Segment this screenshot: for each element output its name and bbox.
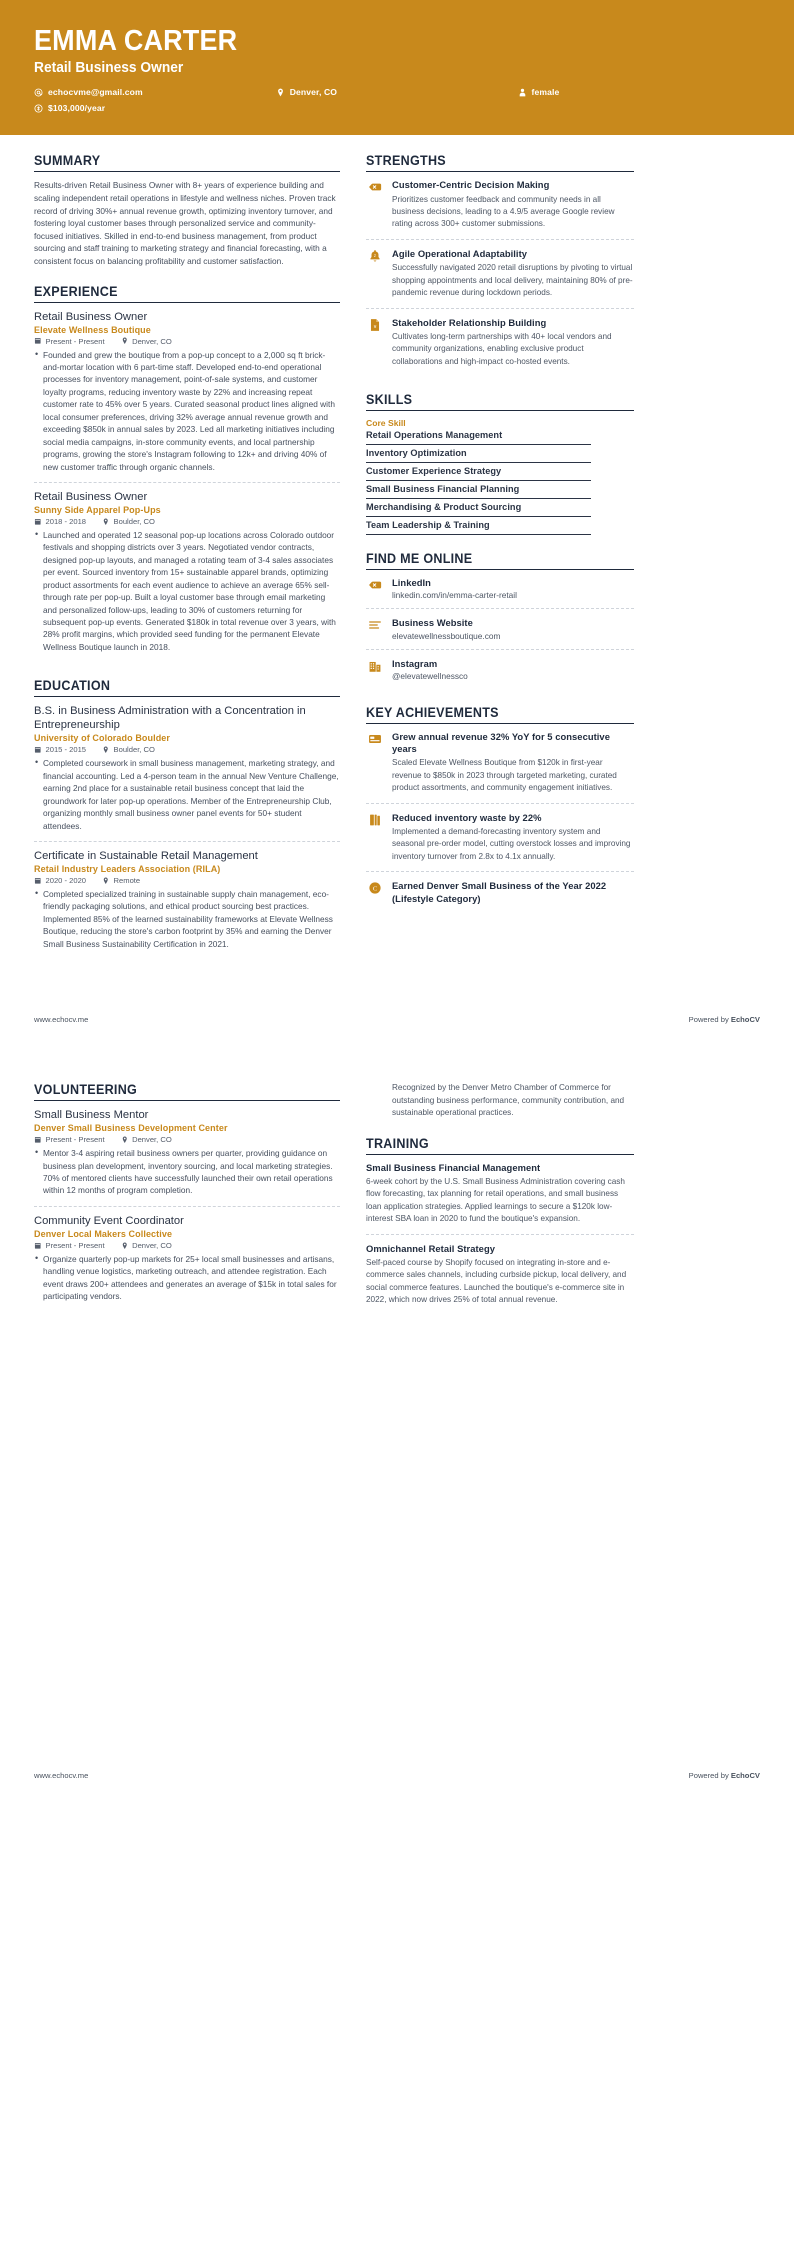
location-pin-icon	[121, 1136, 129, 1144]
online-body	[392, 617, 634, 640]
volunteering-section	[34, 1082, 340, 1312]
skill-item: Inventory Optimization	[366, 445, 591, 463]
education-entry	[34, 704, 340, 841]
header-role: Retail Business Owner	[34, 60, 184, 77]
divider	[366, 569, 634, 570]
summary-heading: SUMMARY	[34, 153, 101, 169]
entry-organization: Denver Local Makers Collective	[34, 1228, 173, 1239]
online-body	[392, 658, 634, 681]
entry-dates	[34, 745, 86, 754]
contact-salary	[34, 103, 276, 113]
entry-dates	[34, 337, 105, 346]
contact-location-text: Denver, CO	[289, 87, 338, 98]
summary-text: Results-driven Retail Business Owner with 8+ years of experience building and scaling independent retail operations in lifestyle and wellness niches. Proven track record of driving 30%+ annual revenue growth, optimizing inventory turnover, and fostering loyal customer bases through personalized service and community-focused initiatives. Skilled in end-to-end business management, from product sourcing and staff training to marketing strategy and financial forecasting, with a consistent focus on balancing profitability and customer satisfaction.	[34, 180, 336, 266]
entry-location	[102, 517, 155, 526]
contact-email	[34, 87, 276, 97]
skill-item: Team Leadership & Training	[366, 517, 591, 535]
footer-brand	[689, 1015, 760, 1024]
calendar-icon	[34, 518, 42, 526]
document-icon	[366, 317, 384, 335]
strengths-heading: STRENGTHS	[366, 153, 446, 169]
list-item: • Mentor 3-4 aspiring retail business owners per quarter, providing guidance on business plan development, inventory sourcing, and local marketing strategies. 70% of mentored clients have successfully launched their own retail operations within 12 months of program completion.	[34, 1147, 340, 1197]
calendar-icon	[34, 746, 42, 754]
entry-school: Retail Industry Leaders Association (RILA)	[34, 863, 221, 874]
training-item	[366, 1162, 634, 1234]
contact-gender-text: female	[531, 87, 560, 98]
entry-school: University of Colorado Boulder	[34, 733, 171, 744]
resume-page-2	[0, 1024, 794, 1804]
location-pin-icon	[102, 746, 110, 754]
achievement-body	[392, 812, 634, 864]
skill-item: Merchandising & Product Sourcing	[366, 499, 591, 517]
achievement-desc: Implemented a demand-forecasting inventory system and seasonal pre-order model, cutting overstock losses and improving inventory turnover from 2.8x to 4.1x annually.	[392, 826, 631, 861]
page2-tail-spacer	[0, 1780, 794, 1804]
svg-text:C: C	[372, 885, 378, 893]
entry-dates-text: 2015 - 2015	[45, 745, 87, 755]
entry-dates	[34, 1135, 105, 1144]
entry-dates	[34, 1241, 105, 1250]
strengths-section	[366, 153, 634, 376]
experience-heading: EXPERIENCE	[34, 283, 118, 299]
entry-meta	[34, 745, 340, 754]
training-item	[366, 1234, 634, 1315]
entry-degree: Certificate in Sustainable Retail Management	[34, 849, 258, 862]
entry-dates-text: Present - Present	[45, 1135, 105, 1145]
entry-bullets	[34, 757, 340, 832]
location-pin-icon	[121, 337, 129, 345]
online-label: LinkedIn	[392, 577, 431, 589]
svg-text:¥: ¥	[373, 324, 377, 330]
entry-degree: B.S. in Business Administration with a Concentration in Entrepreneurship	[34, 705, 306, 732]
entry-role: Retail Business Owner	[34, 310, 148, 323]
calendar-icon	[34, 1136, 42, 1144]
email-icon	[34, 88, 43, 97]
strength-body	[392, 179, 634, 231]
skills-heading: SKILLS	[366, 392, 413, 408]
volunteering-heading: VOLUNTEERING	[34, 1082, 138, 1098]
entry-meta	[34, 1135, 340, 1144]
find-me-online-section	[366, 551, 634, 689]
entry-dates	[34, 876, 86, 885]
contact-gender	[518, 87, 760, 97]
online-label: Instagram	[392, 657, 438, 669]
entry-bullets	[34, 529, 340, 653]
volunteering-entry	[34, 1206, 340, 1312]
footer-powered-prefix: Powered by	[688, 1015, 731, 1025]
entry-location-text: Boulder, CO	[113, 745, 155, 755]
online-item-website[interactable]	[366, 608, 634, 648]
contact-email-text: echocvme@gmail.com	[48, 87, 143, 98]
entry-role: Community Event Coordinator	[34, 1214, 184, 1227]
entry-meta	[34, 517, 340, 526]
achievement-continuation	[366, 1082, 634, 1119]
entry-location-text: Denver, CO	[132, 1240, 172, 1250]
training-title: Omnichannel Retail Strategy	[366, 1242, 495, 1254]
card-icon	[366, 731, 384, 749]
summary-section	[34, 153, 340, 267]
entry-location-text: Remote	[113, 875, 141, 885]
footer-powered-prefix: Powered by	[688, 1770, 731, 1780]
entry-dates-text: Present - Present	[45, 1240, 105, 1250]
right-column	[366, 153, 634, 928]
location-pin-icon	[102, 518, 110, 526]
strength-desc: Prioritizes customer feedback and community needs in all business decisions, leading to a 4.9/5 average Google review rating across 300+ customer submissions.	[392, 194, 615, 229]
book-icon	[366, 812, 384, 830]
entry-meta	[34, 337, 340, 346]
skills-group-label: Core Skill	[366, 418, 406, 429]
resume-page-1	[0, 0, 794, 1024]
page2-top-spacer	[0, 1024, 794, 1064]
person-icon	[518, 88, 527, 97]
achievement-body	[392, 880, 634, 904]
svg-text:z: z	[373, 252, 377, 258]
divider	[366, 410, 634, 411]
header-banner	[0, 0, 794, 135]
salary-icon	[34, 104, 43, 113]
achievement-item	[366, 731, 634, 803]
location-pin-icon	[276, 88, 285, 97]
list-item: • Founded and grew the boutique from a pop-up concept to a 2,000 sq ft brick-and-mortar location with 6 part-time staff. Developed end-to-end operational processes for inventory management, point-of-sale systems, and customer loyalty programs, reducing inventory waste by 22% and increasing repeat customer rate to 45% over 5 years. Curated seasonal product lines aligned with local consumer preferences, driving 32% average annual revenue growth and exceeding $850k in annual sales by 2023. Led all marketing initiatives including social media campaigns, in-store community events, and local partnership programs, growing the store's Instagram following to 12k+ and driving 40% of new customer traffic through organic channels.	[34, 349, 340, 473]
entry-location-text: Boulder, CO	[113, 516, 155, 526]
footer-site[interactable]: www.echocv.me	[34, 1770, 89, 1780]
training-title: Small Business Financial Management	[366, 1161, 541, 1173]
page1-columns	[0, 135, 794, 975]
list-item: • Launched and operated 12 seasonal pop-up locations across Colorado outdoor festivals and shopping districts over 3 years. Negotiated vendor contracts, designed pop-up layouts, and managed a rotating team of 3-4 sales associates per event. Sourced inventory from 15+ sustainable apparel brands, optimizing product assortments for each event audience to achieve an average 65% sell-through rate per pop-up. Built a loyal customer base through email marketing and personalized follow-ups, leading to 30% of customers returning for subsequent pop-up events. Generated $180k in total revenue over 3 years, with 28% profit margins, which provided seed funding for the permanent Elevate Wellness Boutique launch in 2018.	[34, 529, 340, 653]
right-column-page2	[366, 1082, 634, 1331]
online-body	[392, 577, 634, 600]
divider	[34, 171, 340, 172]
strength-desc: Successfully navigated 2020 retail disruptions by pivoting to virtual shopping appointments and local delivery, maintaining 80% of pre-pandemic revenue during lockdown periods.	[392, 263, 633, 298]
divider	[366, 723, 634, 724]
divider	[34, 1100, 340, 1101]
strength-desc: Cultivates long-term partnerships with 40+ local vendors and community organizations, enabling exclusive product collaborations and high-impact co-hosted events.	[392, 331, 612, 366]
training-body	[366, 1243, 634, 1307]
skill-item: Small Business Financial Planning	[366, 481, 591, 499]
page-title: EMMA CARTER	[34, 25, 238, 57]
list-icon	[366, 617, 384, 635]
tag-icon	[366, 577, 384, 595]
achievement-item	[366, 803, 634, 872]
entry-dates-text: 2018 - 2018	[45, 516, 87, 526]
achievement-title: Earned Denver Small Business of the Year 2022 (Lifestyle Category)	[392, 880, 607, 904]
online-value[interactable]: elevatewellnessboutique.com	[392, 630, 501, 641]
skills-section	[366, 392, 634, 535]
location-pin-icon	[102, 877, 110, 885]
entry-dates-text: Present - Present	[45, 336, 105, 346]
tag-icon	[366, 179, 384, 197]
achievement-item	[366, 871, 634, 912]
footer-powered-brand: EchoCV	[730, 1015, 760, 1025]
strength-title: Agile Operational Adaptability	[392, 247, 528, 259]
entry-role: Small Business Mentor	[34, 1109, 149, 1122]
strength-body	[392, 248, 634, 300]
entry-location-text: Denver, CO	[132, 1135, 172, 1145]
strength-item	[366, 239, 634, 308]
training-desc: Self-paced course by Shopify focused on integrating in-store and e-commerce sales channels, including curbside pickup, local delivery, and social commerce features. Launched the boutique's e-commerce site in 2022, which now drives 25% of total annual revenue.	[366, 1257, 627, 1305]
online-label: Business Website	[392, 617, 473, 629]
strength-item	[366, 308, 634, 377]
footer-site[interactable]: www.echocv.me	[34, 1015, 89, 1025]
strength-body	[392, 317, 634, 369]
entry-organization: Denver Small Business Development Center	[34, 1123, 228, 1134]
training-body	[366, 1162, 634, 1226]
training-section	[366, 1136, 634, 1315]
achievements-heading: KEY ACHIEVEMENTS	[366, 704, 499, 720]
left-column-page2	[34, 1082, 340, 1328]
skill-item: Customer Experience Strategy	[366, 463, 591, 481]
achievement-desc: Recognized by the Denver Metro Chamber of Commerce for outstanding business performance, community contribution, and sustainable operational practices.	[392, 1083, 625, 1118]
contact-location	[276, 87, 518, 97]
calendar-icon	[34, 1242, 42, 1250]
experience-section	[34, 284, 340, 663]
online-heading: FIND ME ONLINE	[366, 551, 473, 567]
skill-item: Retail Operations Management	[366, 430, 591, 445]
page1-footer	[0, 1015, 794, 1024]
left-column	[34, 153, 340, 975]
strength-title: Customer-Centric Decision Making	[392, 179, 550, 191]
strength-title: Stakeholder Relationship Building	[392, 316, 547, 328]
key-achievements-section	[366, 705, 634, 913]
entry-bullets	[34, 888, 340, 950]
contact-salary-text: $103,000/year	[48, 103, 106, 114]
entry-bullets	[34, 349, 340, 473]
education-entry	[34, 841, 340, 959]
achievement-desc: Scaled Elevate Wellness Boutique from $120k in first-year revenue to $850k in 2023 through targeted marketing, curated product assortments, and community engagement initiatives.	[392, 758, 617, 793]
education-heading: EDUCATION	[34, 678, 111, 694]
online-value[interactable]: linkedin.com/in/emma-carter-retail	[392, 590, 517, 601]
entry-location	[121, 1135, 172, 1144]
calendar-icon	[34, 337, 42, 345]
bell-icon	[366, 248, 384, 266]
footer-powered-brand: EchoCV	[730, 1770, 760, 1780]
training-desc: 6-week cohort by the U.S. Small Business Administration covering cash flow forecasting, tax planning for retail operations, and small business loan application strategies. Applied learnings to secure a $120k low-interest SBA loan in 2020 to fund the boutique's expansion.	[366, 1176, 625, 1224]
online-value[interactable]: @elevatewellnessco	[392, 670, 468, 681]
volunteering-entry	[34, 1108, 340, 1206]
entry-location	[102, 745, 155, 754]
divider	[34, 302, 340, 303]
education-section	[34, 678, 340, 959]
experience-entry	[34, 482, 340, 662]
list-item: • Completed specialized training in sustainable supply chain management, eco-friendly packaging solutions, and ethical product sourcing best practices. Implemented 85% of the learned sustainability frameworks at Elevate Wellness Boutique, reducing the store's carbon footprint by 35% and earning the Denver Small Business Sustainability Certification in 2021.	[34, 888, 340, 950]
entry-meta	[34, 876, 340, 885]
entry-location-text: Denver, CO	[132, 336, 172, 346]
page2-columns	[0, 1064, 794, 1331]
page1-bottom-spacer	[0, 975, 794, 1015]
list-item: • Organize quarterly pop-up markets for 25+ local small businesses and artisans, handling venue logistics, marketing outreach, and attendee registration. Each event draws 200+ attendees and generates an average of $15k in total sales for participating vendors.	[34, 1253, 340, 1303]
entry-dates-text: 2020 - 2020	[45, 875, 87, 885]
achievement-title: Reduced inventory waste by 22%	[392, 811, 542, 823]
entry-bullets	[34, 1147, 340, 1197]
entry-role: Retail Business Owner	[34, 490, 148, 503]
page2-bottom-spacer	[0, 1331, 794, 1771]
entry-location	[121, 337, 172, 346]
list-item: • Completed coursework in small business management, marketing strategy, and financial accounting. Led a 4-person team in the annual New Venture Challenge, earning 2nd place for a sustainable retail business concept that laid the groundwork for later pop-up operations. Member of the Entrepreneurship Club, organizing monthly small business owner panel events for 50+ student attendees.	[34, 757, 340, 832]
calendar-icon	[34, 877, 42, 885]
training-heading: TRAINING	[366, 1135, 429, 1151]
online-item-instagram[interactable]	[366, 649, 634, 689]
divider	[34, 696, 340, 697]
strength-item	[366, 179, 634, 239]
entry-dates	[34, 517, 86, 526]
achievement-title: Grew annual revenue 32% YoY for 5 consecutive years	[392, 730, 610, 755]
entry-location	[102, 876, 140, 885]
online-item-linkedin[interactable]	[366, 577, 634, 608]
divider	[366, 171, 634, 172]
experience-entry	[34, 310, 340, 482]
location-pin-icon	[121, 1242, 129, 1250]
entry-location	[121, 1241, 172, 1250]
page2-footer	[0, 1771, 794, 1780]
building-icon	[366, 658, 384, 676]
contact-list	[34, 87, 760, 113]
entry-organization: Elevate Wellness Boutique	[34, 324, 151, 335]
entry-bullets	[34, 1253, 340, 1303]
achievement-body	[392, 731, 634, 795]
divider	[366, 1154, 634, 1155]
footer-brand	[689, 1771, 760, 1780]
entry-meta	[34, 1241, 340, 1250]
medal-icon	[366, 880, 384, 898]
entry-organization: Sunny Side Apparel Pop-Ups	[34, 504, 161, 515]
